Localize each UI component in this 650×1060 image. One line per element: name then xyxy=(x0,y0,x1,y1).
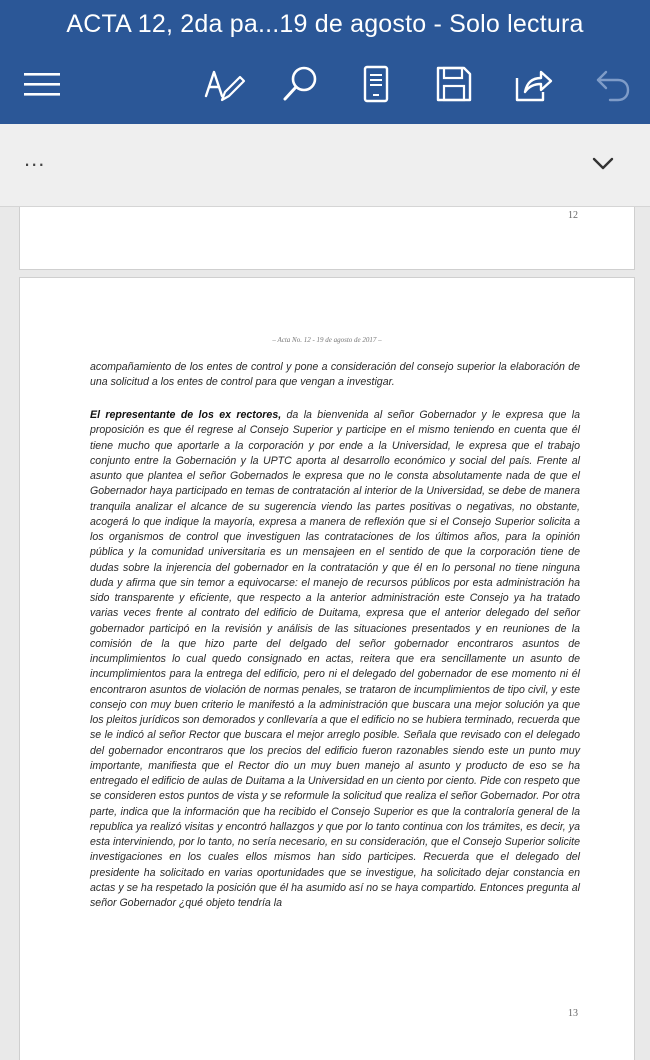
save-icon xyxy=(434,64,474,104)
search-button[interactable] xyxy=(272,58,328,110)
document-title: ACTA 12, 2da pa...19 de agosto - Solo lectura xyxy=(66,10,584,38)
share-button[interactable] xyxy=(505,58,561,110)
search-icon xyxy=(280,64,320,104)
page-number: 12 xyxy=(568,210,578,221)
page-header: – Acta No. 12 - 19 de agosto de 2017 – xyxy=(272,336,382,344)
ribbon-bar xyxy=(0,124,650,207)
speaker-label: El representante de los ex rectores, xyxy=(90,409,282,421)
more-options-button[interactable]: ... xyxy=(24,146,46,171)
document-page xyxy=(19,207,635,270)
mobile-view-button[interactable] xyxy=(348,58,404,110)
undo-icon xyxy=(592,64,632,104)
paragraph-body: da la bienvenida al señor Gobernador y le expresa que la proposición es que él regrese al Consejo Superior y participe en el mismo teniendo en cuenta que él tiene mucho que aportarle a la corporación y por ende a la Universidad, le expresa que el trabajo conjunto entre la Gobernación y la UPTC aporta al desarrollo económico y social del país. Frente al asunto que plantea el señor Gobernados le expresa que no le consta absolutamente nada de que el Gobernador haya participado en temas de contratación al interior de la Universidad, se debe de manera tranquila analizar el alcance de su sugerencia viendo las partes positivas o negativas, no obstante, acogerá lo que indique la mayoría, expresa a manera de reflexión que si el Consejo Superior solicita a los organismos de control que investiguen las contrataciones de los últimos años, para la opinión pública y la comunidad universitaria es un mensajeen en el sentido de que la corporación tiene de dudas sobre la injerencia del gobernador en la contratación y que él en lo personal no tiene ninguna duda y afirma que sin temor a equivocarse: el manejo de recursos públicos por esta administración ha sido transparente y eficiente, que respecto a la anterior administración este Consejo ya ha tratado varias veces frente al contrato del edificio de Duitama, expresa que el anterior delegado del señor gobernador participó en la revisión y análisis de las situaciones presentados y en reuniones de la comisión de la que hizo parte del delgado del señor gobernador encontraros asuntos de incumplimientos lo cual quedo consignado en actas, reitera que era sencillamente un asunto de incumplimientos para la entrega del edificio, pero ni el delegado del gobernador de ese momento ni él encontraron asuntos de violación de normas penales, se trataron de incumplimientos de tipo civil, y este consejo con muy buen criterio le manifestó a la administración que buscara una mejor solución ya que los pleitos jurídicos son demorados y conllevaría a que el edificio no se hubiera terminado, recuerda que se le indicó al señor Rector que buscara el mejor arreglo posible. Señala que revisado con el delegado del gobernador encontraros que los precios del edificio fueron razonables siendo este un punto muy importante, manifiesta que el Rector dio un muy buen manejo al asunto y producto de eso se ha entregado el edificio de aulas de Duitama a la Universidad en un ciento por ciento. Pide con respeto que se consideren estos puntos de vista y se reformule la solicitud que realiza el señor Gobernador. Por otra parte, indica que la información que ha recibido el Consejo Superior es que la contraloría general de la republica ya realizó visitas y encontró hallazgos y que por lo tanto continua con los trámites, es decir, ya esta interviniendo, por lo tanto, no sería necesario, en su consideración, que el Consejo Superior solicite investigaciones en los cuales ellos mismos han sido participes. Recuerda que el delegado del presidente ha solicitado en varias oportunidades que se investigue, ha solicitado dejar constancia en actas y se ha respetado la posición que él ha asumido así no se haya compartido. Entonces pregunta al señor Gobernador ¿qué objeto tendría la xyxy=(90,409,580,909)
paragraph xyxy=(90,408,580,911)
chevron-down-icon xyxy=(588,152,618,176)
edit-button[interactable] xyxy=(196,58,252,110)
mobile-view-icon xyxy=(361,64,391,104)
title-bar xyxy=(0,0,650,124)
paragraph: acompañamiento de los entes de control y pone a consideración del consejo superior la elaboración de una solicitud a los entes de control para que vengan a investigar. xyxy=(90,361,580,389)
undo-button[interactable] xyxy=(584,58,640,110)
expand-ribbon-button[interactable] xyxy=(588,152,618,181)
save-button[interactable] xyxy=(426,58,482,110)
menu-button[interactable] xyxy=(14,58,70,110)
document-page xyxy=(19,277,635,1060)
hamburger-icon xyxy=(22,69,62,99)
share-icon xyxy=(513,64,553,104)
pen-icon xyxy=(202,64,246,104)
page-number: 13 xyxy=(568,1008,578,1019)
